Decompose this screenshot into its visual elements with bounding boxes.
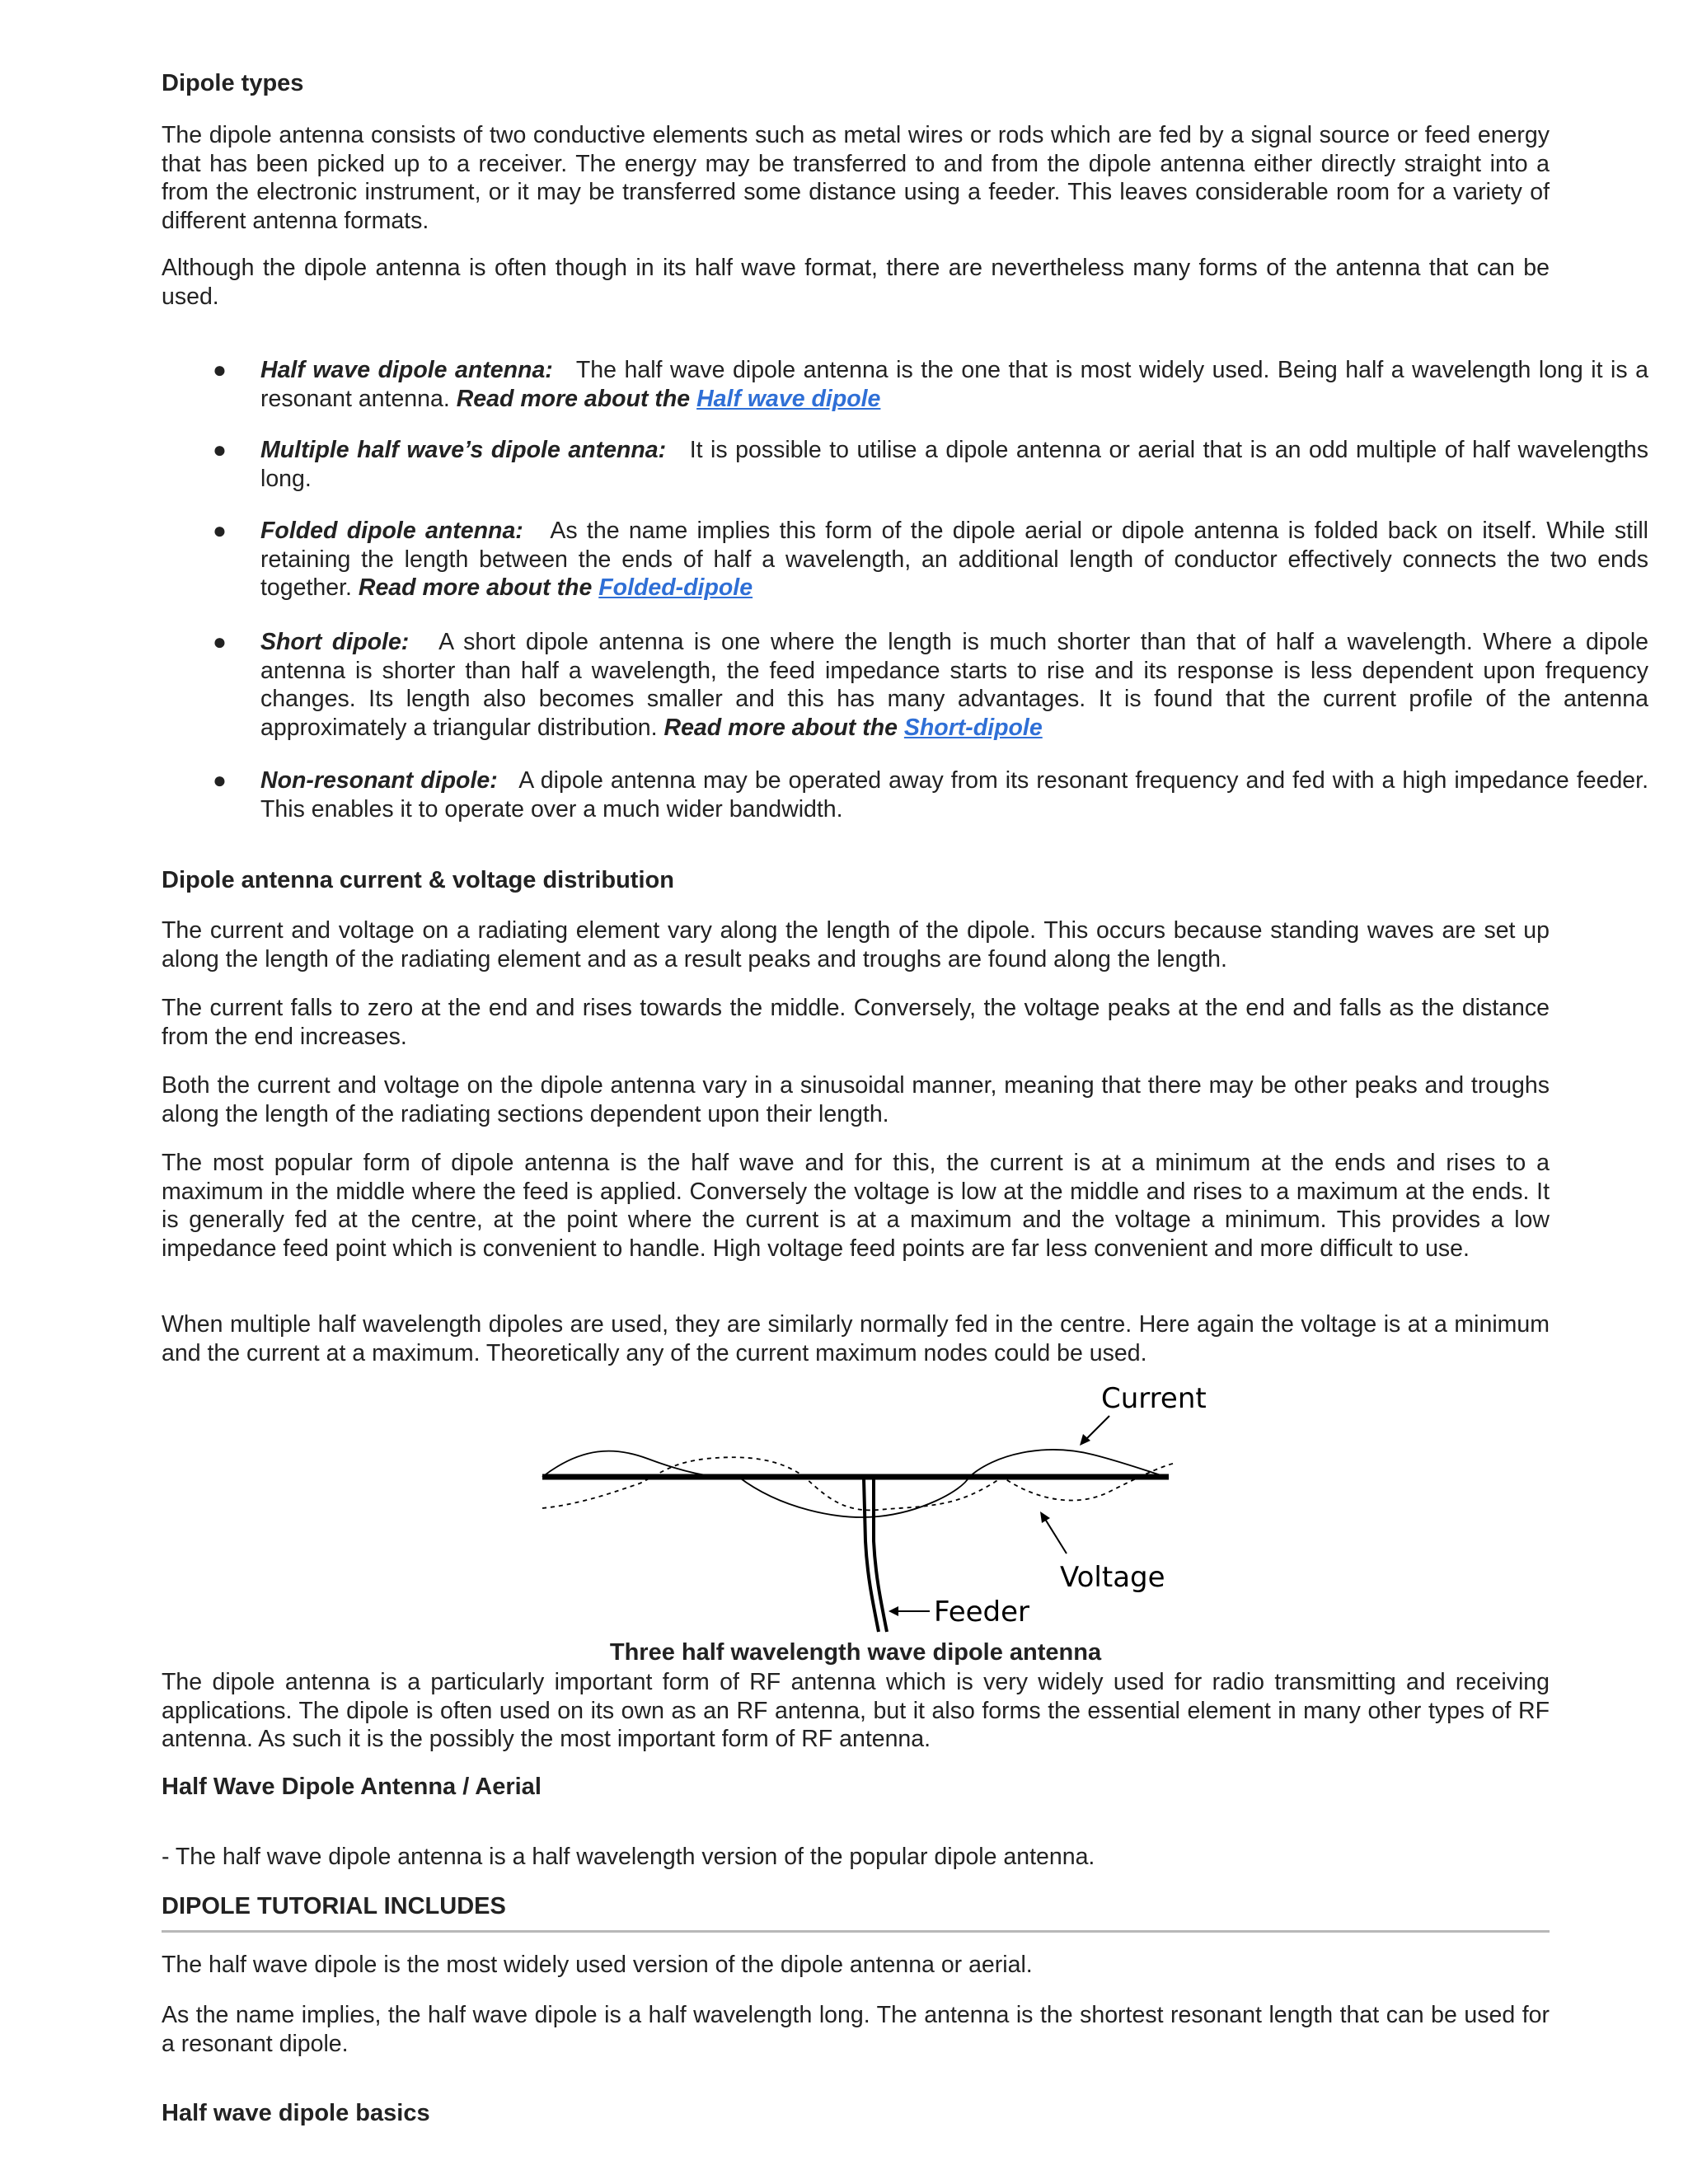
link-folded-dipole[interactable]: Folded-dipole: [598, 574, 753, 601]
voltage-wave: [542, 1457, 1175, 1510]
paragraph: The most popular form of dipole antenna is the half wave and for this, the current is at a minimum at the ends and rises to a maximum in the middle where the feed is applied. Conversely the voltage is low at the middle and rises to a maximum at the ends. It is generally fed at the centre, at the point where the current is at a maximum and the voltage a minimum. This provides a low impedance feed point which is convenient to handle. High voltage feed points are far less convenient and more difficult to use.: [162, 1150, 1550, 1262]
paragraph: The current falls to zero at the end and rises towards the middle. Conversely, the voltage peaks at the end and falls as the distance from the end increases.: [162, 995, 1550, 1050]
divider: [162, 1930, 1550, 1933]
paragraph: Although the dipole antenna is often though in its half wave format, there are nevertheless many forms of the antenna that can be used.: [162, 255, 1550, 310]
read-more-label: Read more about the: [358, 574, 593, 601]
figure-caption: Three half wavelength wave dipole antenna: [609, 1639, 1102, 1666]
link-half-wave-dipole[interactable]: Half wave dipole: [696, 385, 881, 412]
list-item-term: Non-resonant dipole:: [260, 767, 498, 794]
list-item-term: Short dipole:: [260, 629, 410, 655]
read-more-label: Read more about the: [456, 385, 691, 412]
feeder-line: [864, 1479, 879, 1632]
heading-current-voltage-distribution: Dipole antenna current & voltage distribution: [162, 867, 674, 893]
paragraph: The dipole antenna is a particularly important form of RF antenna which is very widely used for radio transmitting and receiving applications. The dipole is often used on its own as an RF antenna, but it also forms the essential element in many other types of RF antenna. As such it is the possibly the most important form of RF antenna.: [162, 1669, 1550, 1752]
bullet-icon: ●: [213, 767, 227, 793]
list-item-term: Multiple half wave’s dipole antenna:: [260, 437, 667, 463]
list-item: [162, 356, 1648, 413]
list-item-text: As the name implies this form of the dipole aerial or dipole antenna is folded back on itself. While still retaining the length between the ends of half a wavelength, an additional length of conductor effectively connects the two ends together.: [260, 518, 1648, 601]
bullet-icon: ●: [213, 437, 227, 462]
arrow-head-icon: [1040, 1511, 1050, 1523]
heading-half-wave-basics: Half wave dipole basics: [162, 2100, 430, 2126]
read-more-label: Read more about the: [663, 714, 898, 741]
bullet-icon: ●: [213, 357, 227, 382]
label-current: Current: [1101, 1382, 1207, 1415]
heading-tutorial-includes: DIPOLE TUTORIAL INCLUDES: [162, 1893, 506, 1919]
paragraph: The current and voltage on a radiating element vary along the length of the dipole. This occurs because standing waves are set up along the length of the radiating element and as a result peaks and troughs are found along the length.: [162, 917, 1550, 972]
paragraph: When multiple half wavelength dipoles are used, they are similarly normally fed in the centre. Here again the voltage is at a minimum and the current at a maximum. Theoretically any of the current maximum nodes could be used.: [162, 1311, 1550, 1366]
bullet-icon: ●: [213, 629, 227, 654]
list-item-term: Half wave dipole antenna:: [260, 357, 553, 383]
paragraph: As the name implies, the half wave dipole is a half wavelength long. The antenna is the shortest resonant length that can be used for a resonant dipole.: [162, 2002, 1550, 2057]
arrow-head-icon: [889, 1606, 898, 1616]
current-wave: [542, 1450, 1167, 1517]
paragraph: The half wave dipole is the most widely used version of the dipole antenna or aerial.: [162, 1952, 1033, 1978]
heading-half-wave-dipole: Half Wave Dipole Antenna / Aerial: [162, 1774, 542, 1800]
list-item: [162, 517, 1648, 602]
list-item: [162, 766, 1648, 823]
list-item: [162, 628, 1648, 742]
paragraph: Both the current and voltage on the dipole antenna vary in a sinusoidal manner, meaning that there may be other peaks and troughs along the length of the radiating sections dependent upon their length.: [162, 1072, 1550, 1127]
list-item: [162, 436, 1648, 493]
label-voltage: Voltage: [1060, 1561, 1165, 1594]
list-item-term: Folded dipole antenna:: [260, 518, 523, 544]
heading-dipole-types: Dipole types: [162, 70, 304, 96]
list-item-text: It is possible to utilise a dipole antenna or aerial that is an odd multiple of half wavelengths long.: [260, 437, 1648, 492]
paragraph: The dipole antenna consists of two conductive elements such as metal wires or rods which are fed by a signal source or feed energy that has been picked up to a receiver. The energy may be transferred to and from the dipole antenna either directly straight into a from the electronic instrument, or it may be transferred some distance using a feeder. This leaves considerable room for a variety of different antenna formats.: [162, 122, 1550, 234]
list-item-text: A dipole antenna may be operated away from its resonant frequency and fed with a high impedance feeder. This enables it to operate over a much wider bandwidth.: [260, 767, 1648, 823]
voltage-arrow: [1043, 1516, 1067, 1554]
three-half-wave-dipole-diagram: [532, 1376, 1207, 1640]
paragraph-subtitle: - The half wave dipole antenna is a half wavelength version of the popular dipole antenna.: [162, 1844, 1095, 1870]
label-feeder: Feeder: [934, 1596, 1030, 1629]
list-item-text: A short dipole antenna is one where the length is much shorter than that of half a wavelength. Where a dipole antenna is shorter than half a wavelength, the feed impedance starts to rise and its response is less dependent upon frequency changes. Its length also becomes smaller and this has many advantages. It is found that the current profile of the antenna approximately a triangular distribution.: [260, 629, 1649, 741]
list-item-text: The half wave dipole antenna is the one that is most widely used. Being half a wavelength long it is a resonant antenna.: [260, 357, 1648, 412]
bullet-icon: ●: [213, 518, 227, 543]
link-short-dipole[interactable]: Short-dipole: [903, 714, 1043, 741]
